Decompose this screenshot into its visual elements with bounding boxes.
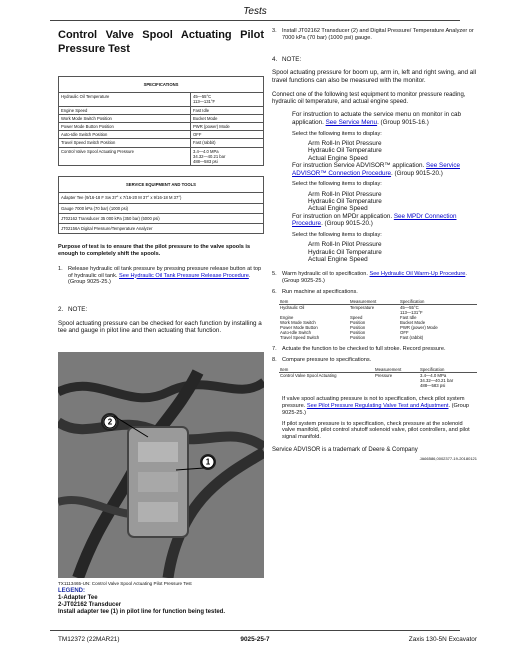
service-tools-table [58, 176, 264, 234]
pilot-pressure-test-link[interactable]: See Pilot Pressure Regulating Valve Test and Adjustment [306, 403, 449, 410]
step-8-p1: If valve spool actuating pressure is not to specification, check pilot system pressure. See Pilot Pressure Regulating Valve Test and Adjustment. (Group 9025-25.) [282, 396, 470, 416]
list-item: Arm Roll-In Pilot Pressure [308, 190, 382, 198]
table-row: Travel Speed Switch Position Fast (rabbit) [59, 139, 264, 147]
step-8: 8. Compare pressure to specifications. [272, 357, 372, 364]
table-row: Work Mode Switch Position Bucket Mode [280, 319, 426, 325]
select-items-label: Select the following items to display: [292, 130, 382, 137]
legend-item: 1-Adapter Tee [58, 594, 98, 601]
footer-left: TM12372 (22MAR21) [58, 636, 120, 643]
callout-2: 2 [107, 417, 113, 427]
select-items-label: Select the following items to display: [292, 181, 382, 188]
specifications-heading: SPECIFICATIONS [59, 77, 264, 93]
table-row: Engine Speed Fast Idle [280, 314, 417, 320]
hydraulic-tank-release-link[interactable]: See Hydraulic Oil Tank Pressure Release Procedure [119, 272, 249, 279]
legend-title: LEGEND: [58, 588, 85, 594]
table-row: Control Valve Spool Actuating Pressure 3.4—4.0 MPa 34.32—40.21 bar 488—583 psi [59, 147, 264, 166]
trademark-notice: Service ADVISOR is a trademark of Deere & Company [272, 447, 418, 453]
step-8-p2: If pilot system pressure is to specification, check pressure at the solenoid valve manifold, pilot control shutoff solenoid valve, pilot controllers, and pilot signal manifold. [282, 420, 470, 441]
advisor-instruction: For instruction Service ADVISOR™ application. See Service ADVISOR™ Connection Procedure. (Group 9015-20.) [292, 161, 460, 177]
table-row: Adapter Tee (9/16-18 F Sw 37° x 7/16-20 M 37° x 9/16-18 M 37°) [59, 193, 264, 203]
specifications-table [58, 76, 264, 166]
list-item: Arm Roll-In Pilot Pressure [308, 241, 382, 249]
service-menu-instruction: For instruction to actuate the service menu on monitor in cab application. See Service Menu. (Group 9015-16.) [292, 111, 462, 126]
step-4: 4. NOTE: [272, 55, 302, 63]
document-code: JA66586,0002377-19-20180121 [419, 455, 477, 461]
header-rule [50, 20, 460, 21]
service-advisor-link[interactable]: See Service ADVISOR™ Connection Procedure [292, 161, 460, 177]
legend-item: 2-JT02162 Transducer [58, 601, 122, 608]
list-item: Actual Engine Speed [308, 255, 368, 263]
step-2-note: Spool actuating pressure can be checked for each function by installing a tee and gauge in pilot line and then actuating that function. [58, 319, 262, 335]
callout-1: 1 [205, 457, 211, 467]
table-row: Control Valve Spool Actuating Pressure 3.4—4.0 MPa 34.32—40.21 bar 488—583 psi [280, 372, 454, 389]
right-column [272, 28, 477, 461]
table-row: Work Mode Switch Position Bucket Mode [59, 114, 264, 122]
table-row: Travel Speed Switch Position Fast (rabbit) [280, 335, 424, 341]
figure-legend [58, 588, 264, 616]
step-5: 5. Warm hydraulic oil to specification. See Hydraulic Oil Warm-Up Procedure. (Group 9025-25.) [272, 271, 467, 284]
table-row: Engine Speed Fast Idle [59, 106, 264, 114]
page-header: Tests [243, 6, 267, 17]
mpdr-link[interactable]: See MPDr Connection Procedure [292, 212, 457, 228]
table-row: Power Mode Button Position PWR (power) Mode [280, 324, 438, 330]
list-item: Hydraulic Oil Temperature [308, 147, 382, 155]
service-tools-heading: SERVICE EQUIPMENT AND TOOLS [59, 177, 264, 193]
list-item: Arm Roll-In Pilot Pressure [308, 140, 382, 148]
table-row: Auto-Idle Switch Position OFF [59, 131, 264, 139]
pressure-spec-table: Item Measurement Specification Control Valve Spool Actuating Pressure 3.4—4.0 MPa 34.32—40.21 bar 488—583 psi [279, 367, 477, 388]
service-menu-link[interactable]: See Service Menu [325, 118, 378, 126]
select-items-label: Select the following items to display: [292, 231, 382, 238]
list-item: Hydraulic Oil Temperature [308, 248, 382, 256]
oil-warmup-link[interactable]: See Hydraulic Oil Warm-Up Procedure [369, 271, 466, 278]
figure-caption: TX1113465-UN: Control Valve Spool Actuating Pilot Pressure Test [58, 581, 192, 586]
list-item: Actual Engine Speed [308, 205, 368, 213]
document-title: Control Valve Spool Actuating Pilot Pressure Test [58, 29, 264, 55]
step-6: 6. Run machine at specifications. [272, 288, 358, 295]
step-2: 2. NOTE: [58, 306, 88, 314]
left-column [58, 28, 264, 335]
list-item: Actual Engine Speed [308, 154, 368, 162]
table-row: Hydraulic Oil Temperature 45—55°C 113—131°F [280, 304, 423, 315]
table-row: Hydraulic Oil Temperature 45—55°C 113—131°F [59, 93, 264, 106]
table-row: JT02162 Transducer 35 000 kPa (350 bar) (5000 psi) [59, 213, 264, 223]
table-row: JT02156A Digital Pressure/Temperature Analyzer [59, 224, 264, 234]
table-row: Power Mode Button Position PWR (power) Mode [59, 123, 264, 131]
footer-page-number: 9025-25-7 [240, 636, 270, 643]
figure-note: Install adapter tee (1) in pilot line for function being tested. [58, 608, 226, 615]
footer-right: Zaxis 130-5N Excavator [408, 636, 477, 643]
mpdr-instruction: For instruction on MPDr application. See MPDr Connection Procedure. (Group 9015-20.) [292, 212, 457, 228]
step-7: 7. Actuate the function to be checked to full stroke. Record pressure. [272, 346, 446, 353]
step-4-p1: Spool actuating pressure for boom up, arm in, left and right swing, and all travel functions can also be measured with the monitor. [272, 69, 477, 84]
table-row: Gauge 7000 kPa (70 bar) (1000 psi) [59, 203, 264, 213]
step-3: 3. Install JT02162 Transducer (2) and Digital Pressure/ Temperature Analyzer or 7000 kPa (70 bar) (1000 psi) gauge. [272, 28, 474, 41]
step-1: 1. Release hydraulic oil tank pressure by pressing pressure release button at top of hydraulic oil tank. See Hydraulic Oil Tank Pressure Release Procedure. (Group 9025-25.) [58, 265, 262, 286]
table-row: Auto-Idle Switch Position OFF [280, 330, 409, 336]
test-setup-photo [58, 352, 264, 578]
run-specs-table: Item Measurement Specification Hydraulic Oil Temperature 45—55°C 113—131°F Engine Speed Fast Idle Work Mode Switch Position Bucket Mode Power Mode Button Position PWR (power) Mode Auto-Idle Switch Position OFF Travel Speed Switch Position Fast (rabbit) [279, 299, 477, 341]
list-item: Hydraulic Oil Temperature [308, 197, 382, 205]
step-4-p2: Connect one of the following test equipment to monitor pressure reading, hydraulic oil temperature, and actual engine speed. [272, 92, 466, 106]
purpose-text: Purpose of test is to ensure that the pilot pressure to the valve spools is enough to completely shift the spools. [58, 244, 251, 258]
footer-rule [50, 630, 460, 631]
